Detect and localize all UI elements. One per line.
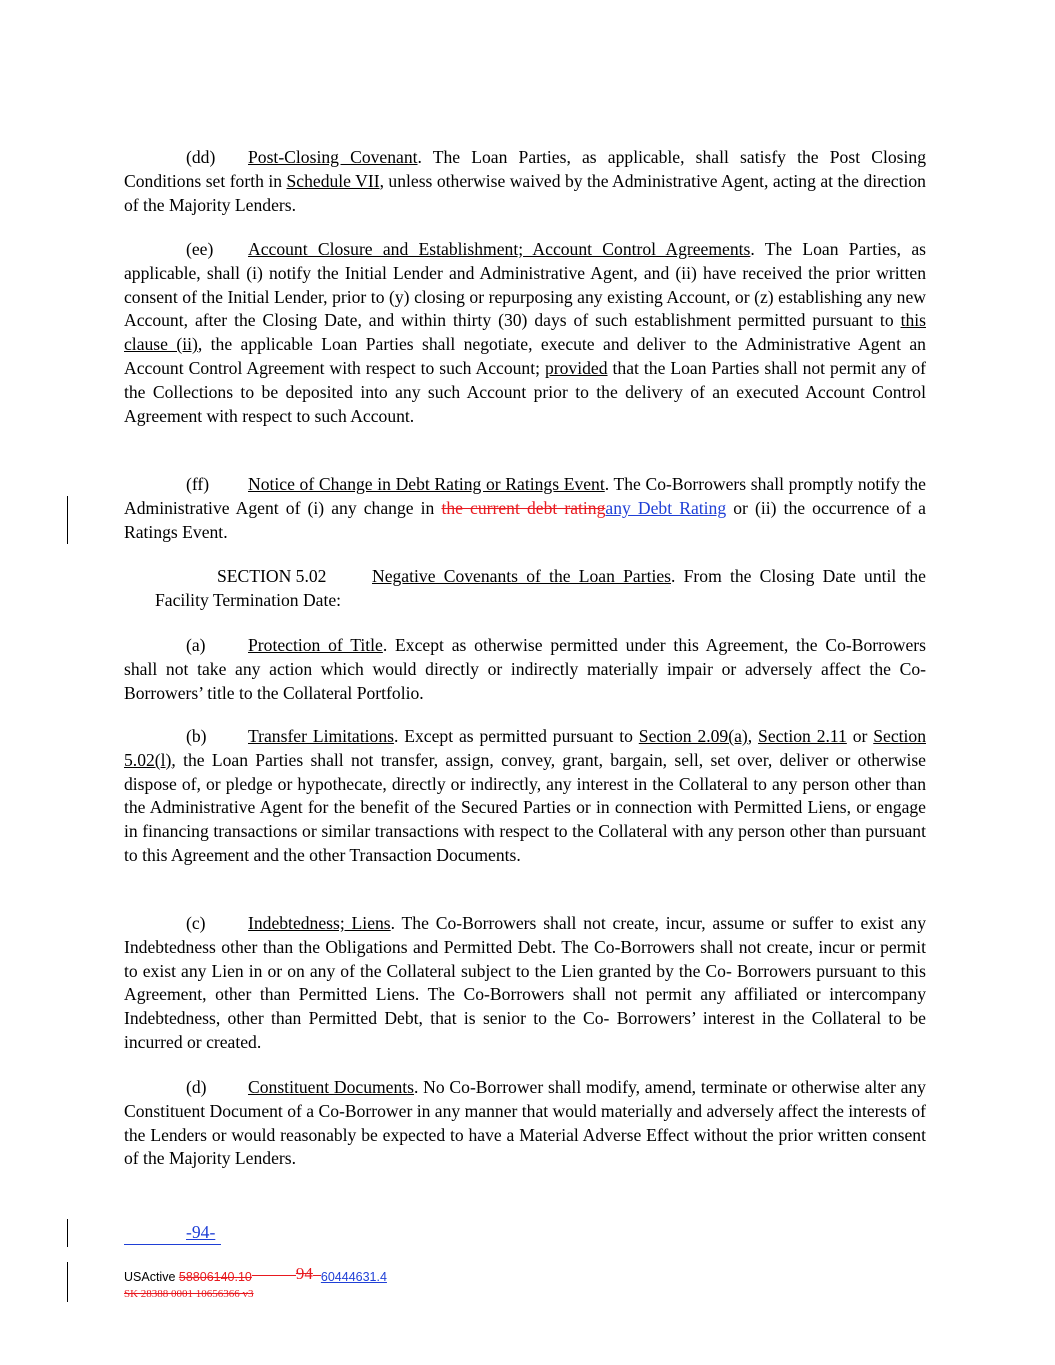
section-reference: Section 2.09(a) bbox=[638, 726, 748, 746]
paragraph-label: (c) bbox=[186, 913, 206, 933]
change-bar bbox=[67, 1219, 68, 1247]
paragraph-title: Account Closure and Establishment; Account Control Agreements bbox=[248, 239, 751, 259]
paragraph-a: (a) Protection of Title. Except as otherwise permitted under this Agreement, the Co-Borrowers shall not take any action which would directly or indirectly materially impair or adversely affect the Co-Borrowers’ title to the Collateral Portfolio. bbox=[124, 635, 926, 703]
paragraph-b: (b) Transfer Limitations. Except as permitted pursuant to Section 2.09(a), Section 2.11 or Section 5.02(l), the Loan Parties shall not transfer, assign, convey, grant, bargain, sell, set over, deliver or otherwise dispose of, or pledge or hypothecate, directly or indirectly, any interest in the Collateral to any person other than the Administrative Agent for the benefit of the Secured Parties or in connection with Permitted Liens, or engage in financing transactions or similar transactions with respect to the Collateral with any person other than pursuant to this Agreement and the other Transaction Documents. bbox=[124, 726, 927, 865]
paragraph-title: Transfer Limitations bbox=[248, 726, 394, 746]
paragraph-dd: (dd) Post-Closing Covenant. The Loan Parties, as applicable, shall satisfy the Post Closing Conditions set forth in Schedule VII, unless otherwise waived by the Administrative Agent, acting at the direction of the Majority Lenders. bbox=[124, 147, 926, 215]
paragraph-title: Protection of Title bbox=[248, 635, 383, 655]
deleted-text: the current debt rating bbox=[441, 497, 606, 518]
paragraph-label: (a) bbox=[186, 635, 206, 655]
paragraph-label: (d) bbox=[186, 1077, 207, 1097]
paragraph-title: Post-Closing Covenant bbox=[248, 147, 418, 167]
footer-doc-id: USActive 58806140.10 94 60444631.4 bbox=[124, 1264, 387, 1284]
section-heading: SECTION 5.02 Negative Covenants of the Loan Parties. From the Closing Date until the Facility Termination Date: bbox=[155, 566, 926, 610]
paragraph-label: (dd) bbox=[186, 147, 216, 167]
provided-term: provided bbox=[544, 357, 608, 378]
section-number: SECTION 5.02 bbox=[217, 566, 327, 586]
inserted-text: any Debt Rating bbox=[605, 497, 727, 518]
paragraph-label: (b) bbox=[186, 726, 207, 746]
paragraph-ee: (ee) Account Closure and Establishment; Account Control Agreements. The Loan Parties, as applicable, shall (i) notify the Initial Lender and Administrative Agent, and (ii) have received the prior written consent of the Initial Lender, prior to (y) closing or repurposing any existing Account, or (z) establishing any new Account, after the Closing Date, and within thirty (30) days of such establishment permitted pursuant to this clause (ii), the applicable Loan Parties shall negotiate, execute and deliver to the Administrative Agent an Account Control Agreement with respect to such Account; provided that the Loan Parties shall not permit any of the Collections to be deposited into any such Account prior to the delivery of an executed Account Control Agreement with respect to such Account. bbox=[124, 239, 926, 426]
page-number-rule bbox=[124, 1244, 221, 1245]
new-doc-id: 60444631.4 bbox=[320, 1270, 387, 1284]
old-doc-id: 58806140.10 bbox=[178, 1270, 252, 1284]
section-title: Negative Covenants of the Loan Parties bbox=[372, 566, 672, 586]
paragraph-c: (c) Indebtedness; Liens. The Co-Borrowers shall not create, incur, assume or suffer to exist any Indebtedness other than the Obligations and Permitted Debt. The Co-Borrowers shall not create, incur or permit to exist any Lien in or on any of the Collateral subject to the Lien granted by the Co- Borrowers pursuant to this Agreement, other than Permitted Liens. The Co-Borrowers shall not permit any affiliated or intercompany Indebtedness, other than Permitted Debt, that is senior to the Co- Borrowers’ interest in the Collateral to be incurred or created. bbox=[124, 913, 926, 1052]
change-bar bbox=[67, 1262, 68, 1302]
section-reference: Section 2.11 bbox=[758, 726, 847, 746]
section-reference: Section 5.02(l) bbox=[124, 726, 927, 770]
change-bar bbox=[67, 496, 68, 544]
clause-reference: this clause (ii) bbox=[124, 310, 926, 355]
paragraph-label: (ee) bbox=[186, 239, 214, 259]
paragraph-title: Notice of Change in Debt Rating or Ratings Event bbox=[248, 474, 605, 494]
paragraph-d: (d) Constituent Documents. No Co-Borrower shall modify, amend, terminate or otherwise alter any Constituent Document of a Co-Borrower in any manner that would materially and adversely affect the interests of the Lenders or would reasonably be expected to have a Material Adverse Effect without the prior written consent of the Majority Lenders. bbox=[124, 1077, 926, 1169]
schedule-reference: Schedule VII bbox=[286, 170, 380, 191]
paragraph-title: Constituent Documents bbox=[248, 1077, 415, 1097]
paragraph-label: (ff) bbox=[186, 474, 210, 494]
page-number: -94- bbox=[124, 1222, 215, 1243]
paragraph-title: Indebtedness; Liens bbox=[248, 913, 391, 933]
footer-old-sk-id: SK 28388 0001 10656366 v3 bbox=[124, 1288, 254, 1300]
old-page-number: 94 bbox=[295, 1264, 313, 1283]
paragraph-ff: (ff) Notice of Change in Debt Rating or Ratings Event. The Co-Borrowers shall promptly notify the Administrative Agent of (i) any change in the current debt ratingany Debt Rating or (ii) the occurrence of a Ratings Event. bbox=[124, 474, 926, 542]
